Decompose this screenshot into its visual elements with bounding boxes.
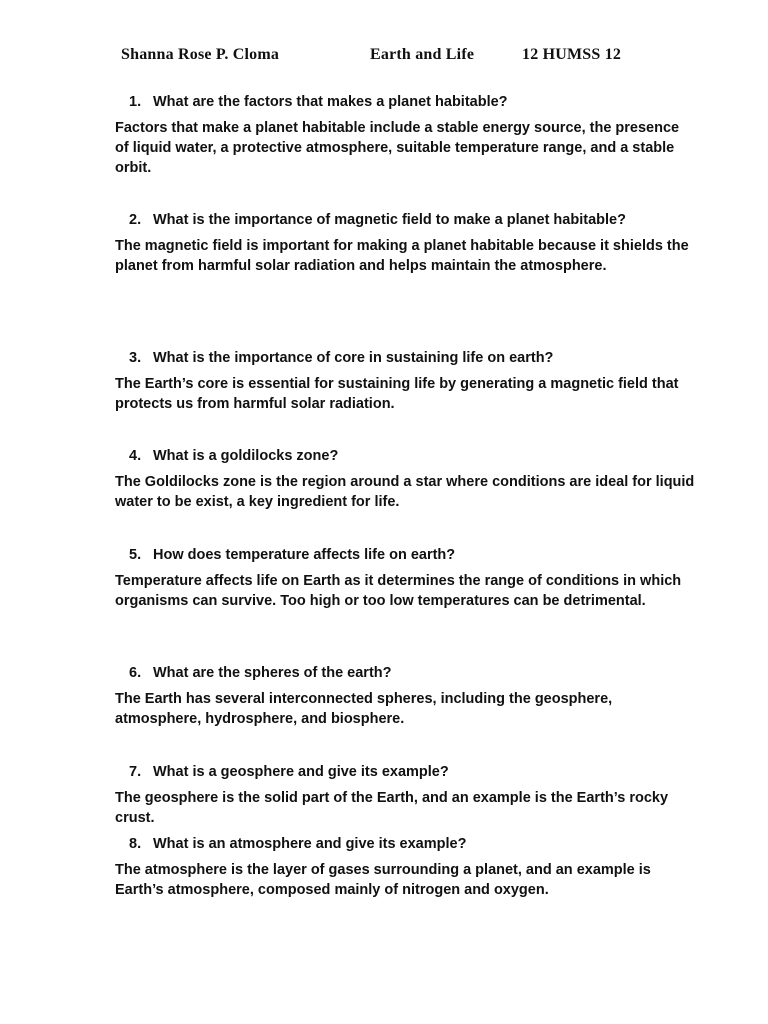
question-number: 5. [129, 547, 142, 563]
question [115, 446, 695, 466]
question [115, 762, 695, 782]
question-number: 6. [129, 665, 142, 681]
answer-text: Factors that make a planet habitable include a stable energy source, the presence of liquid water, a protective atmosphere, suitable temperature range, and a stable orbit. [115, 120, 680, 176]
answer-text: The magnetic field is important for making a planet habitable because it shields the planet from harmful solar radiation and helps maintain the atmosphere. [115, 238, 689, 274]
question-text: What is a goldilocks zone? [153, 448, 339, 464]
question-number: 4. [129, 448, 142, 464]
answer-text: The atmosphere is the layer of gases surrounding a planet, and an example is Earth’s atmosphere, composed mainly of nitrogen and oxygen. [115, 862, 651, 898]
question-text: What are the factors that makes a planet habitable? [153, 94, 508, 110]
class-section: 12 HUMSS 12 [522, 46, 622, 63]
question-text: What is the importance of magnetic field to make a planet habitable? [153, 212, 626, 228]
question-number: 8. [129, 836, 142, 852]
answer-text: The Earth’s core is essential for sustaining life by generating a magnetic field that protects us from harmful solar radiation. [115, 376, 679, 412]
qa-item-3 [115, 348, 695, 414]
question [115, 663, 695, 683]
qa-item-4 [115, 446, 695, 512]
question [115, 348, 695, 368]
subject-name: Earth and Life [370, 46, 475, 63]
question [115, 834, 695, 854]
question [115, 210, 695, 230]
question [115, 545, 695, 565]
question-text: What is the importance of core in sustaining life on earth? [153, 350, 554, 366]
answer-text: Temperature affects life on Earth as it determines the range of conditions in which organisms can survive. Too high or too low temperatures can be detrimental. [115, 573, 682, 609]
question-number: 3. [129, 350, 142, 366]
answer-text: The Goldilocks zone is the region around a star where conditions are ideal for liquid water to be exist, a key ingredient for life. [115, 474, 695, 510]
question-text: What are the spheres of the earth? [153, 665, 392, 681]
question-text: How does temperature affects life on earth? [153, 547, 456, 563]
question-number: 2. [129, 212, 142, 228]
question-number: 7. [129, 764, 142, 780]
question-number: 1. [129, 94, 142, 110]
qa-item-8 [115, 834, 695, 900]
question [115, 92, 695, 112]
qa-item-6 [115, 663, 695, 729]
answer-text: The geosphere is the solid part of the Earth, and an example is the Earth’s rocky crust. [115, 790, 669, 826]
qa-item-5 [115, 545, 695, 611]
question-text: What is an atmosphere and give its example? [153, 836, 467, 852]
qa-item-7 [115, 762, 695, 828]
qa-item-1 [115, 92, 695, 178]
question-text: What is a geosphere and give its example? [153, 764, 449, 780]
student-name: Shanna Rose P. Cloma [121, 46, 280, 63]
answer-text: The Earth has several interconnected spheres, including the geosphere, atmosphere, hydrosphere, and biosphere. [115, 691, 613, 727]
qa-item-2 [115, 210, 695, 276]
